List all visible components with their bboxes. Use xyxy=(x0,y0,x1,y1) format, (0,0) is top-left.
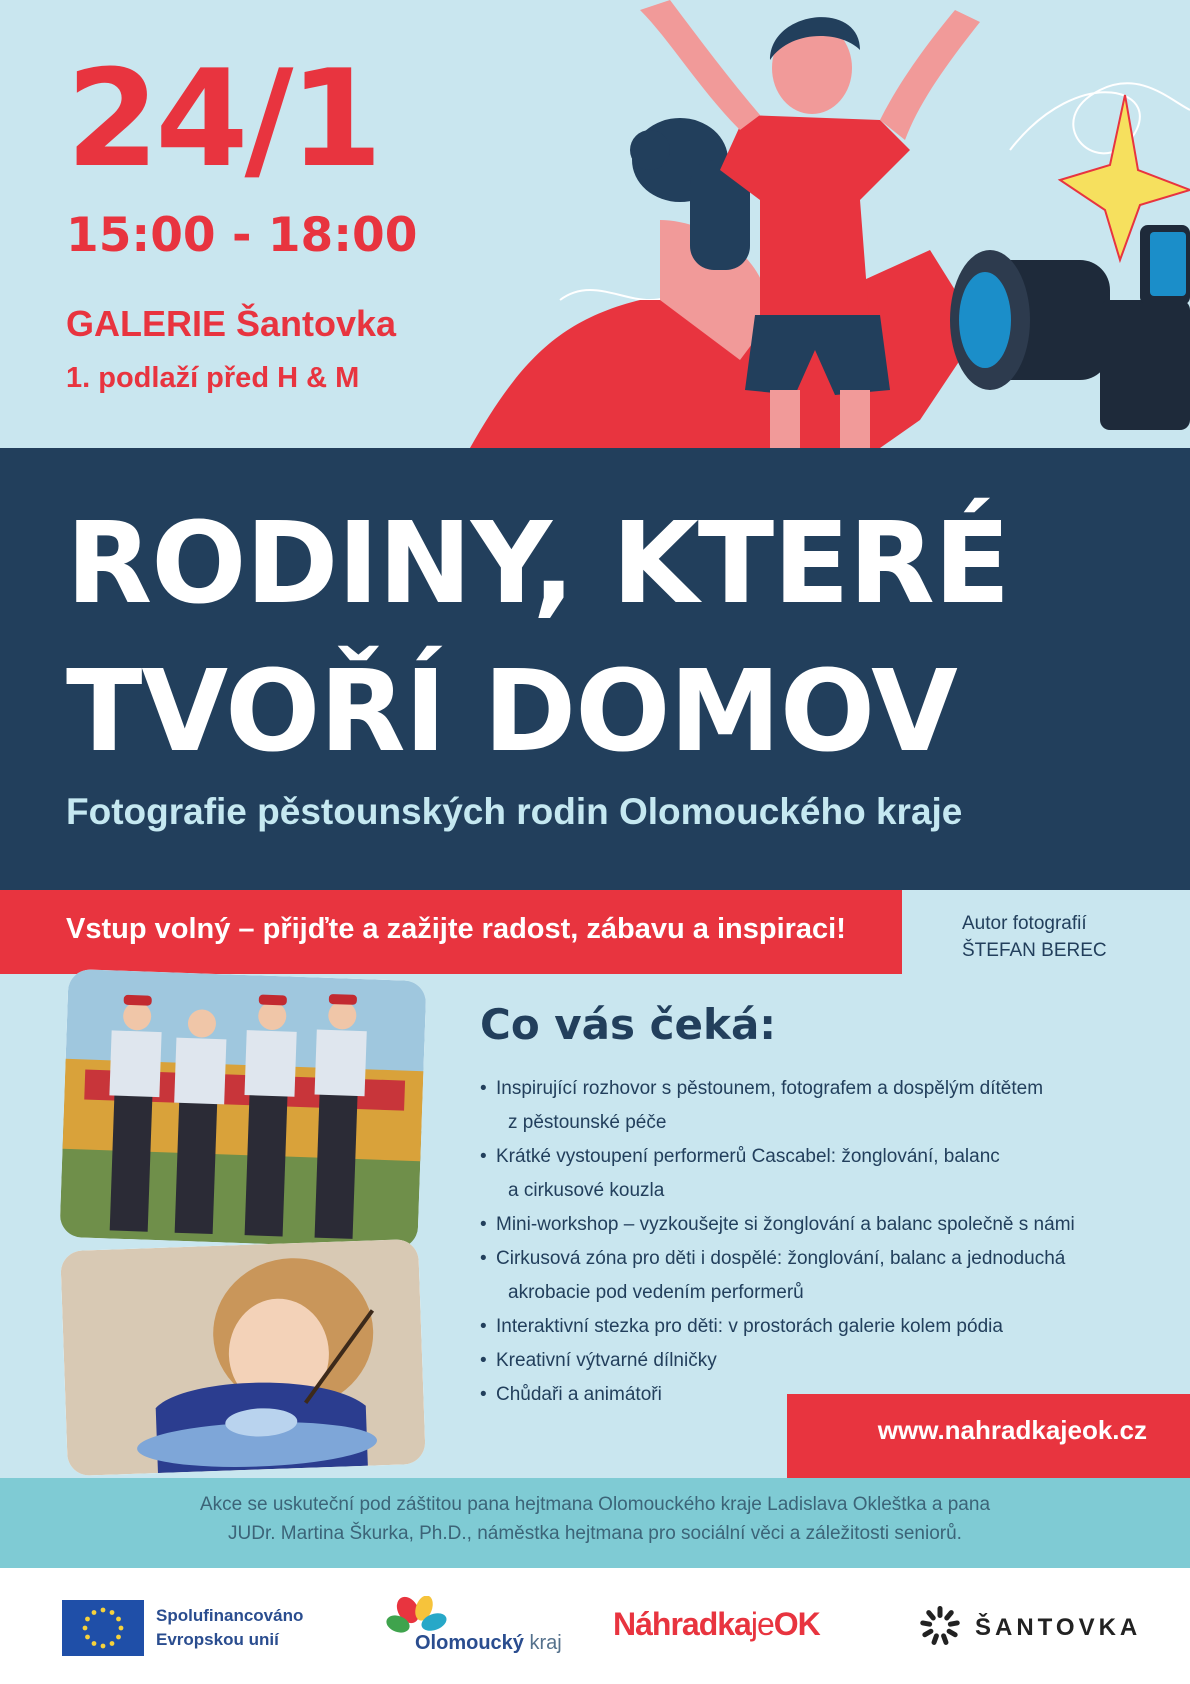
performers-image xyxy=(59,969,426,1249)
photo-painting-girl xyxy=(60,1239,426,1476)
list-item: • Inspirující rozhovor s pěstounem, fotografem a dospělým dítětem z pěstounské péče xyxy=(480,1078,1044,1133)
nahradka-je-ok-logo xyxy=(613,1606,820,1643)
event-date: 24/1 xyxy=(66,41,379,197)
list-item: • Interaktivní stezka pro děti: v prostorách galerie kolem pódia xyxy=(480,1316,1003,1337)
program-list xyxy=(480,1072,1140,1412)
event-floor: 1. podlaží před H & M xyxy=(66,362,360,394)
entry-banner-text: Vstup volný – přijďte a zažijte radost, zábavu a inspiraci! xyxy=(66,913,846,945)
kraj-text: kraj xyxy=(529,1632,562,1654)
ok-text: OK xyxy=(773,1606,820,1642)
headline-line-1: RODINY, KTERÉ xyxy=(66,499,1010,629)
eu-cofinanced-text xyxy=(156,1604,303,1652)
list-item: • Cirkusová zóna pro děti i dospělé: žonglování, balanc a jednoduchá akrobacie pod vedením performerů xyxy=(480,1248,1066,1303)
list-item: • Krátké vystoupení performerů Cascabel: žonglování, balanc a cirkusové kouzla xyxy=(480,1146,1000,1201)
santovka-logo-text: ŠANTOVKA xyxy=(975,1614,1142,1641)
headline-line-2: TVOŘÍ DOMOV xyxy=(66,647,957,777)
event-venue: GALERIE Šantovka xyxy=(66,303,397,344)
photo-performers xyxy=(59,969,426,1249)
patronage-line-1: Akce se uskuteční pod záštitou pana hejtmana Olomouckého kraje Ladislava Okleštka a pana xyxy=(199,1494,991,1515)
website-link[interactable]: www.nahradkajeok.cz xyxy=(877,1415,1147,1445)
nahradka-text: Náhradka xyxy=(613,1606,751,1642)
author-name: ŠTEFAN BEREC xyxy=(962,940,1107,961)
author-credit xyxy=(962,910,1107,964)
list-item: • Mini-workshop – vyzkoušejte si žonglování a balanc společně s námi xyxy=(480,1214,1075,1235)
painting-girl-image xyxy=(60,1239,426,1476)
program-title: Co vás čeká: xyxy=(480,1000,777,1049)
headline-subtitle: Fotografie pěstounských rodin Olomouckého kraje xyxy=(66,791,963,832)
author-label: Autor fotografií xyxy=(962,913,1087,934)
eu-text-line-2: Evropskou unií xyxy=(156,1630,279,1649)
eu-text-line-1: Spolufinancováno xyxy=(156,1606,304,1625)
patronage-line-2: JUDr. Martina Škurka, Ph.D., náměstka hejtmana pro sociální věci a záležitosti seniorů. xyxy=(228,1523,962,1544)
je-text: je xyxy=(750,1606,774,1642)
patronage-text xyxy=(40,1490,1150,1548)
list-item: • Chůdaři a animátoři xyxy=(480,1384,662,1405)
list-item: • Kreativní výtvarné dílničky xyxy=(480,1350,717,1371)
olomoucky-text: Olomoucký xyxy=(415,1632,524,1654)
eu-flag-icon xyxy=(62,1600,144,1656)
olomoucky-kraj-logo xyxy=(415,1632,562,1655)
santovka-flower-icon xyxy=(918,1604,962,1648)
event-time: 15:00 - 18:00 xyxy=(66,208,418,263)
